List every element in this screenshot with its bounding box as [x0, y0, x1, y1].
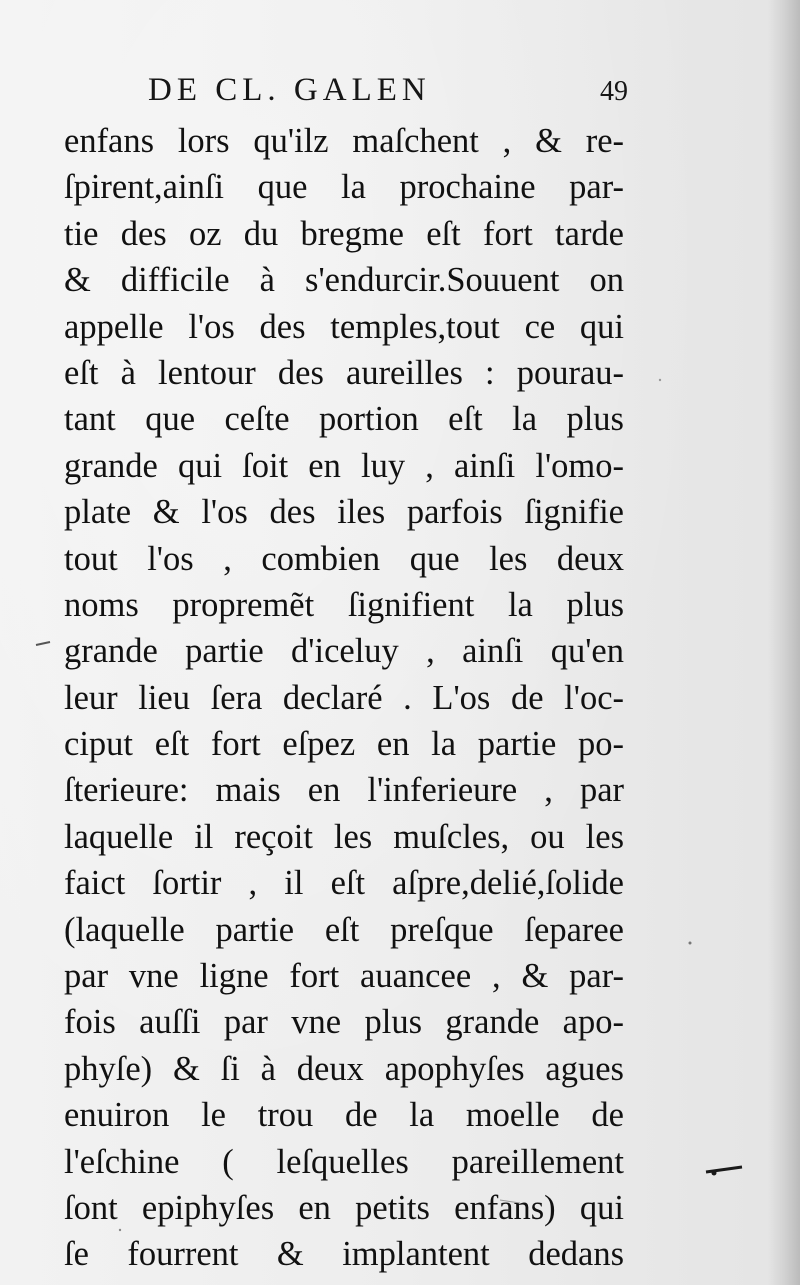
text-line: ſterieure: mais en l'inferieure , par [64, 771, 624, 810]
body-text [64, 118, 624, 1278]
text-line: appelle l'os des temples,tout ce qui [64, 307, 624, 346]
text-line: faict ſortir , il eſt aſpre,delié,ſolide [64, 864, 624, 903]
text-line: enfans lors qu'ilz maſchent , & re- [64, 122, 624, 160]
text-line: & difficile à s'endurcir.Souuent on [64, 261, 624, 300]
text-line: ſpirent,ainſi que la prochaine par- [64, 168, 624, 207]
text-line: tie des oz du bregme eſt fort tarde [64, 214, 624, 253]
text-line: tout l'os , combien que les deux [64, 539, 624, 578]
text-line: enuiron le trou de la moelle de [64, 1096, 624, 1135]
text-line: tant que ceſte portion eſt la plus [64, 400, 624, 439]
page-number: 49 [600, 76, 628, 107]
text-line: leur lieu ſera declaré . L'os de l'oc- [64, 678, 624, 717]
page-header [148, 68, 628, 112]
text-line: eſt à lentour des aureilles : pourau- [64, 353, 624, 392]
text-line: noms propremẽt ſignifient la plus [64, 585, 624, 624]
text-line: laquelle il reçoit les muſcles, ou les [64, 817, 624, 856]
text-line: (laquelle partie eſt preſque ſeparee [64, 910, 624, 949]
text-line: ſont epiphyſes en petits enfans) qui [64, 1188, 624, 1227]
text-line: phyſe) & ſi à deux apophyſes agues [64, 1049, 624, 1088]
text-line: ciput eſt fort eſpez en la partie po- [64, 725, 624, 764]
text-line: ſe fourrent & implantent dedans [64, 1235, 624, 1274]
text-line: plate & l'os des iles parfois ſignifie [64, 493, 624, 532]
page-edge-shadow [768, 0, 800, 1285]
text-line: grande partie d'iceluy , ainſi qu'en [64, 632, 624, 671]
text-line: fois auſſi par vne plus grande apo- [64, 1003, 624, 1042]
text-line: l'eſchine ( leſquelles pareillement [64, 1142, 624, 1181]
text-line: par vne ligne fort auancee , & par- [64, 957, 624, 996]
text-line: grande qui ſoit en luy , ainſi l'omo- [64, 446, 624, 485]
running-head: DE CL. GALEN [148, 72, 431, 108]
